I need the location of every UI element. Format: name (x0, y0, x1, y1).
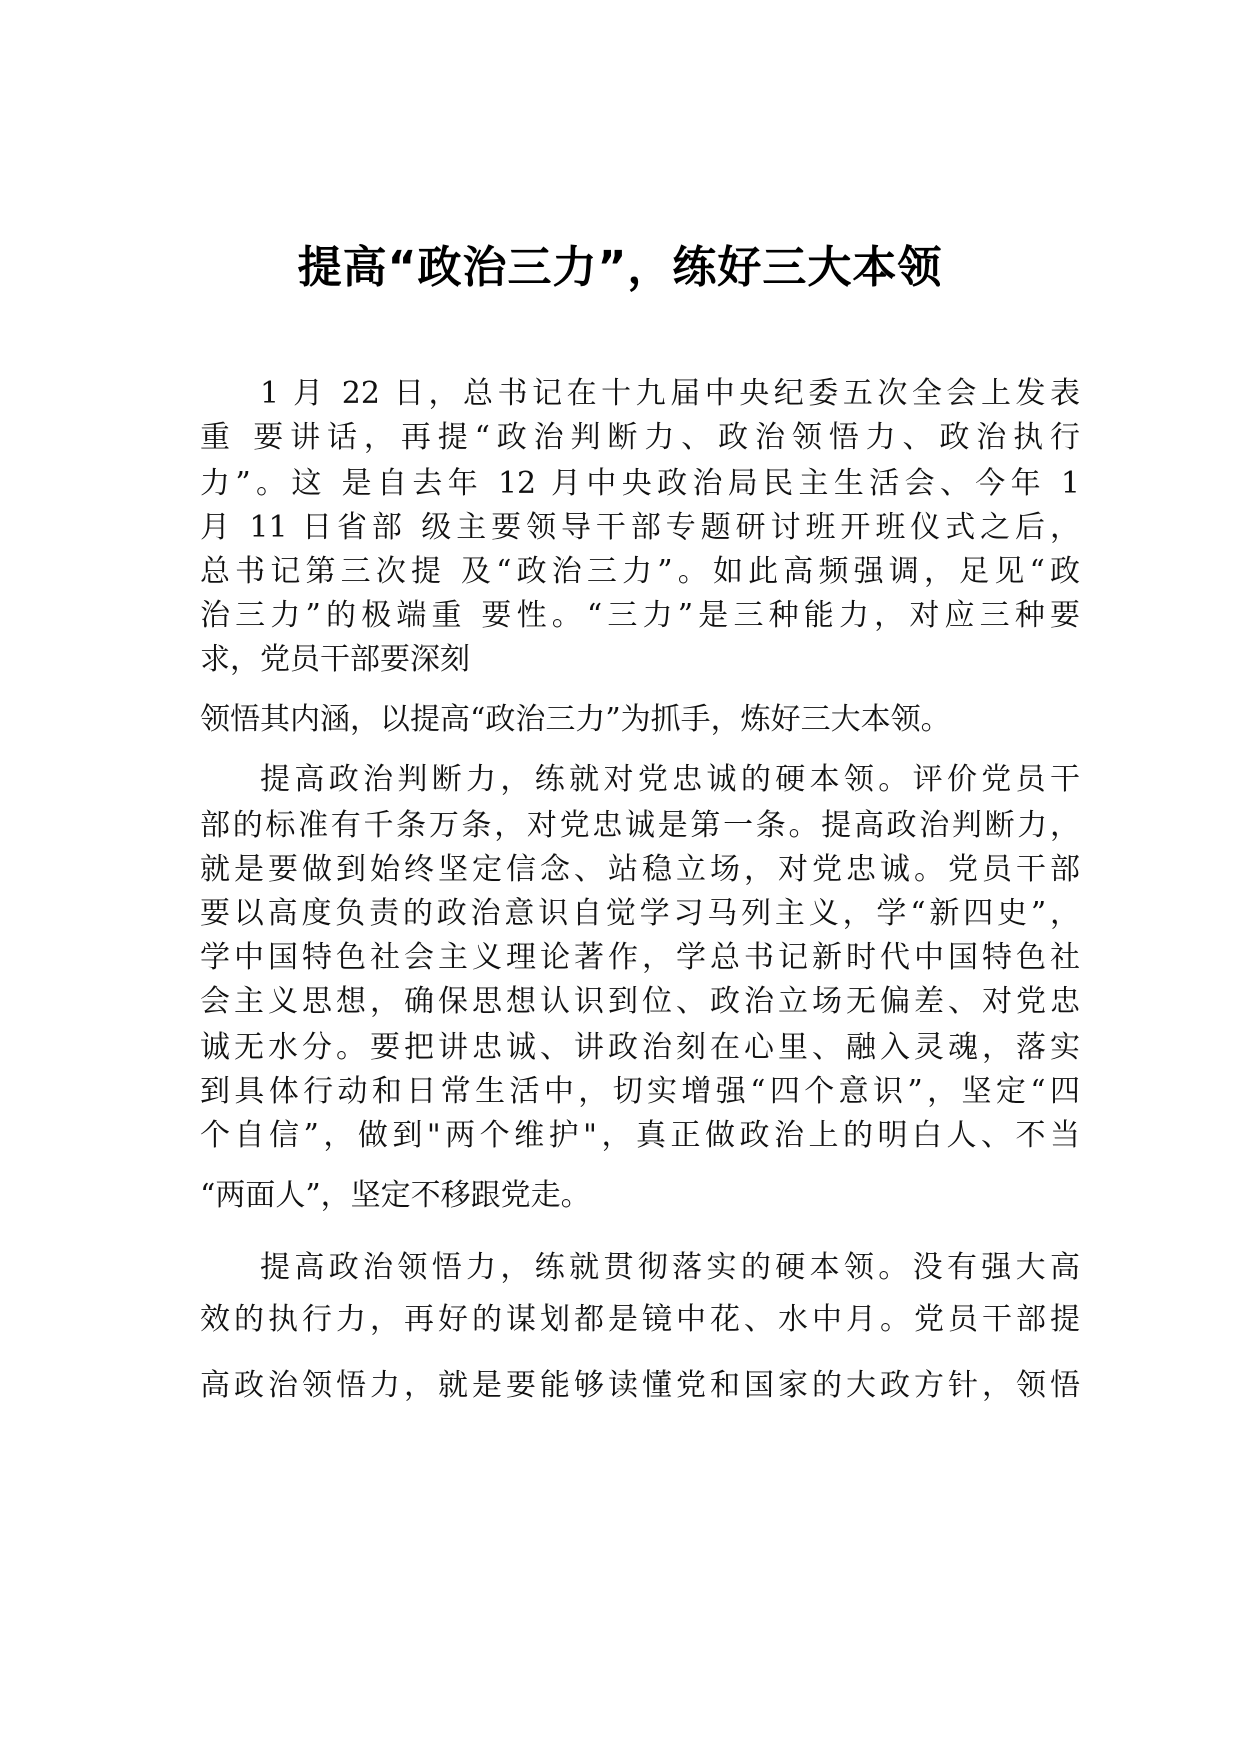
paragraph-line: 力”。这 是自去年 12 月中央政治局民主生活会、今年 1 (200, 466, 1080, 501)
paragraph-line: 个自信”，做到"两个维护"，真正做政治上的明白人、不当 (200, 1118, 1080, 1153)
paragraph-line: “两面人”，坚定不移跟党走。 (200, 1178, 591, 1213)
paragraph-line: 提高政治判断力，练就对党忠诚的硬本领。评价党员干 (260, 762, 1080, 797)
paragraph-line: 提高政治领悟力，练就贯彻落实的硬本领。没有强大高 (260, 1250, 1080, 1285)
paragraph-line: 部的标准有千条万条，对党忠诚是第一条。提高政治判断力， (200, 808, 1080, 843)
paragraph-line: 高政治领悟力，就是要能够读懂党和国家的大政方针，领悟 (200, 1368, 1080, 1403)
paragraph-line: 重 要讲话，再提“政治判断力、政治领悟力、政治执行 (200, 420, 1080, 455)
paragraph-line: 到具体行动和日常生活中，切实增强“四个意识”，坚定“四 (200, 1074, 1080, 1109)
paragraph-line: 总书记第三次提 及“政治三力”。如此高频强调，足见“政 (200, 554, 1080, 589)
paragraph-line: 效的执行力，再好的谋划都是镜中花、水中月。党员干部提 (200, 1302, 1080, 1337)
document-title: 提高“政治三力”，练好三大本领 (297, 242, 943, 293)
paragraph-line: 会主义思想，确保思想认识到位、政治立场无偏差、对党忠 (200, 984, 1080, 1019)
paragraph-line: 1 月 22 日，总书记在十九届中央纪委五次全会上发表 (260, 376, 1080, 411)
paragraph-line: 求，党员干部要深刻 (200, 642, 470, 677)
paragraph-line: 领悟其内涵，以提高“政治三力”为抓手，炼好三大本领。 (200, 702, 951, 737)
paragraph-line: 月 11 日省部 级主要领导干部专题研讨班开班仪式之后， (200, 510, 1080, 545)
paragraph-line: 诚无水分。要把讲忠诚、讲政治刻在心里、融入灵魂，落实 (200, 1030, 1080, 1065)
paragraph-line: 学中国特色社会主义理论著作，学总书记新时代中国特色社 (200, 940, 1080, 975)
paragraph-line: 就是要做到始终坚定信念、站稳立场，对党忠诚。党员干部 (200, 852, 1080, 887)
paragraph-line: 要以高度负责的政治意识自觉学习马列主义，学“新四史”， (200, 896, 1080, 931)
paragraph-line: 治三力”的极端重 要性。“三力”是三种能力，对应三种要 (200, 598, 1080, 633)
